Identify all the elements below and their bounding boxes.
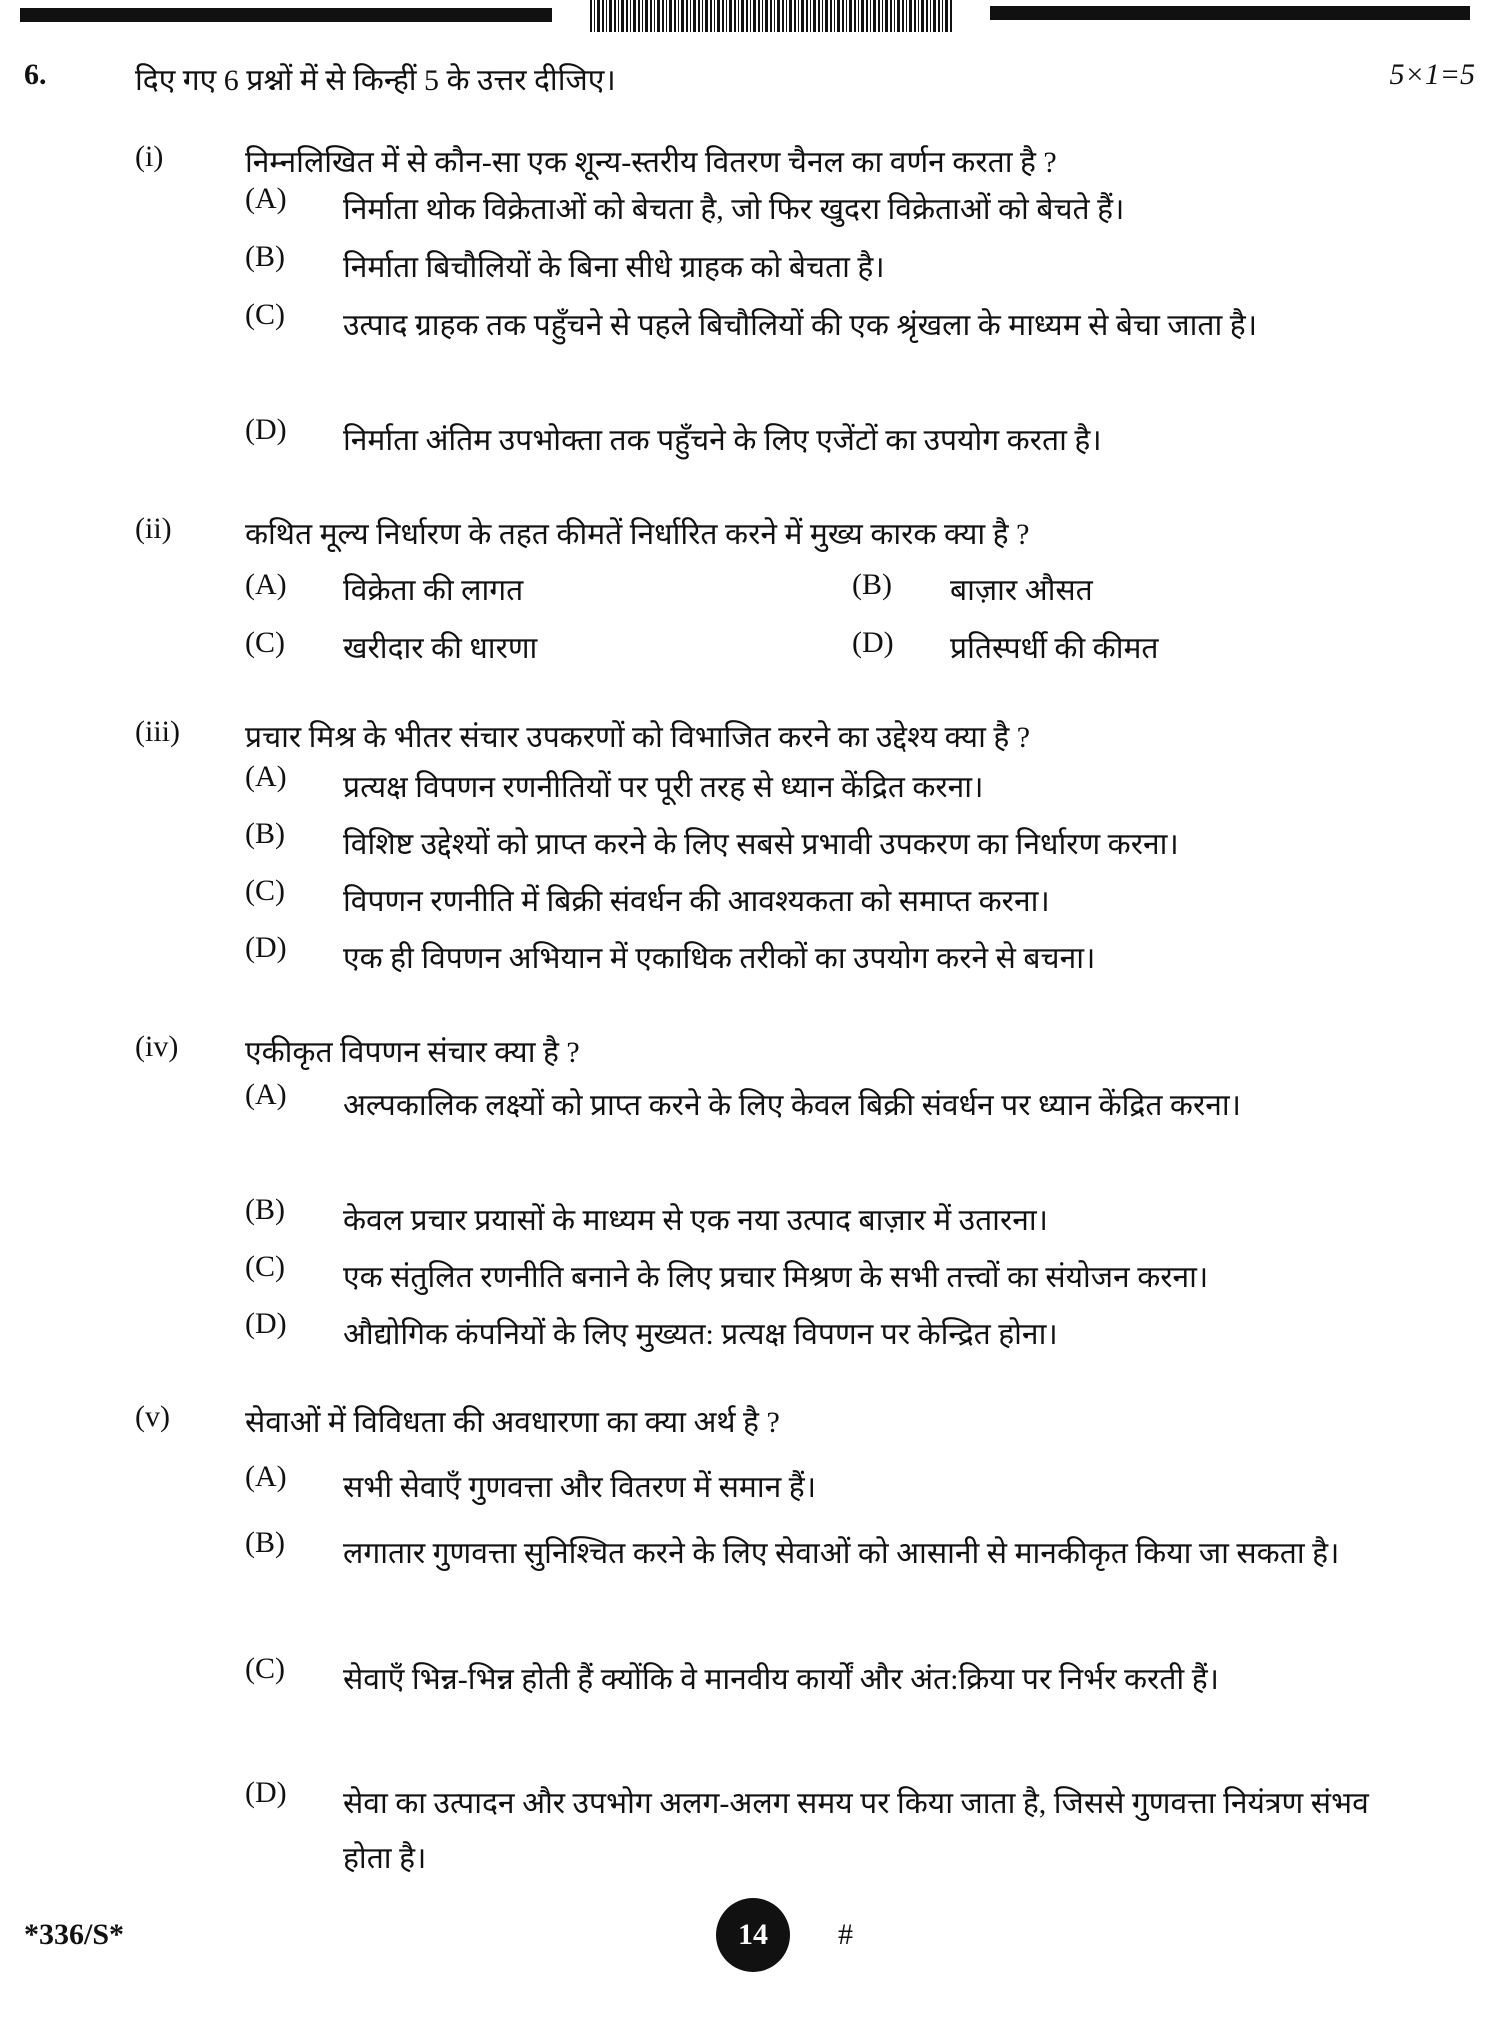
option-c [245, 1250, 1393, 1305]
option-c [245, 874, 1393, 929]
option-label: (C) [245, 626, 285, 659]
option-a [245, 760, 1393, 815]
option-label: (D) [245, 413, 287, 446]
option-d [245, 931, 1393, 986]
option-label: (B) [245, 1193, 285, 1226]
option-text: निर्माता थोक विक्रेताओं को बेचता है, जो फिर खुदरा विक्रेताओं को बेचते हैं। [343, 193, 1125, 226]
option-a [245, 1078, 1393, 1133]
option-text: एक संतुलित रणनीति बनाने के लिए प्रचार मिश्रण के सभी तत्त्वों का संयोजन करना। [343, 1261, 1209, 1294]
page-number: 14 [738, 1918, 768, 1951]
option-label: (C) [245, 298, 285, 331]
option-text: खरीदार की धारणा [343, 632, 538, 665]
option-c [245, 298, 1393, 353]
marks-allocation: 5×1=5 [1389, 58, 1475, 91]
option-text: विशिष्ट उद्देश्यों को प्राप्त करने के लिए सबसे प्रभावी उपकरण का निर्धारण करना। [343, 828, 1179, 861]
option-label: (C) [245, 874, 285, 907]
sub-question-stem: कथित मूल्य निर्धारण के तहत कीमतें निर्धारित करने में मुख्य कारक क्या है ? [245, 518, 1030, 551]
sub-question-stem: सेवाओं में विविधता की अवधारणा का क्या अर्थ है ? [245, 1406, 780, 1439]
option-text: प्रतिस्पर्धी की कीमत [950, 632, 1159, 665]
option-a [245, 568, 523, 609]
option-text: बाज़ार औसत [950, 574, 1093, 607]
sub-question-number: (v) [135, 1400, 170, 1433]
option-text: लगातार गुणवत्ता सुनिश्चित करने के लिए सेवाओं को आसानी से मानकीकृत किया जा सकता है। [343, 1537, 1340, 1570]
question-instruction: दिए गए 6 प्रश्नों में से किन्हीं 5 के उत्तर दीजिए। [135, 64, 616, 97]
option-text: एक ही विपणन अभियान में एकाधिक तरीकों का उपयोग करने से बचना। [343, 942, 1096, 975]
option-label: (B) [245, 1526, 285, 1559]
option-label: (A) [245, 568, 287, 601]
option-text: निर्माता बिचौलियों के बिना सीधे ग्राहक को बेचता है। [343, 251, 885, 284]
sub-question-number: (ii) [135, 512, 172, 545]
option-text: उत्पाद ग्राहक तक पहुँचने से पहले बिचौलियों की एक श्रृंखला के माध्यम से बेचा जाता है। [343, 309, 1258, 342]
page-number-badge [716, 1898, 790, 1972]
option-label: (B) [852, 568, 892, 601]
option-d [245, 1307, 1393, 1362]
sub-question-stem: एकीकृत विपणन संचार क्या है ? [245, 1036, 580, 1069]
header-bar-left [20, 8, 552, 22]
option-b [245, 817, 1393, 872]
paper-code: *336/S* [24, 1918, 125, 1951]
option-text: सेवा का उत्पादन और उपभोग अलग-अलग समय पर किया जाता है, जिससे गुणवत्ता नियंत्रण संभव होता है। [343, 1787, 1369, 1875]
header-bar-right [990, 6, 1470, 20]
option-text: केवल प्रचार प्रयासों के माध्यम से एक नया उत्पाद बाज़ार में उतारना। [343, 1204, 1048, 1237]
question-number: 6. [24, 58, 47, 91]
sub-question-stem: निम्नलिखित में से कौन-सा एक शून्य-स्तरीय वितरण चैनल का वर्णन करता है ? [245, 146, 1057, 179]
option-text: सेवाएँ भिन्न-भिन्न होती हैं क्योंकि वे मानवीय कार्यों और अंत:क्रिया पर निर्भर करती हैं। [343, 1663, 1219, 1696]
option-d [245, 413, 1393, 468]
option-b [245, 1526, 1393, 1581]
sub-question-number: (i) [135, 140, 164, 173]
option-text: अल्पकालिक लक्ष्यों को प्राप्त करने के लिए केवल बिक्री संवर्धन पर ध्यान केंद्रित करना। [343, 1089, 1242, 1122]
option-c [245, 626, 537, 667]
option-label: (A) [245, 1460, 287, 1493]
option-a [245, 1460, 1393, 1515]
sub-question-stem: प्रचार मिश्र के भीतर संचार उपकरणों को विभाजित करने का उद्देश्य क्या है ? [245, 721, 1031, 754]
hash-symbol: # [838, 1918, 853, 1951]
option-text: सभी सेवाएँ गुणवत्ता और वितरण में समान हैं। [343, 1471, 817, 1504]
option-text: विक्रेता की लागत [343, 574, 524, 607]
sub-question-number: (iv) [135, 1030, 179, 1063]
option-text: विपणन रणनीति में बिक्री संवर्धन की आवश्यकता को समाप्त करना। [343, 885, 1050, 918]
option-c [245, 1652, 1393, 1707]
option-label: (C) [245, 1250, 285, 1283]
option-label: (D) [245, 931, 287, 964]
option-label: (D) [245, 1307, 287, 1340]
option-label: (A) [245, 1078, 287, 1111]
option-text: प्रत्यक्ष विपणन रणनीतियों पर पूरी तरह से ध्यान केंद्रित करना। [343, 771, 984, 804]
option-text: निर्माता अंतिम उपभोक्ता तक पहुँचने के लिए एजेंटों का उपयोग करता है। [343, 424, 1102, 457]
option-d [245, 1776, 1393, 1886]
option-b [245, 1193, 1393, 1248]
barcode [590, 0, 952, 32]
option-label: (A) [245, 182, 287, 215]
option-label: (A) [245, 760, 287, 793]
option-label: (B) [245, 817, 285, 850]
option-label: (D) [245, 1776, 287, 1809]
option-label: (C) [245, 1652, 285, 1685]
sub-question-number: (iii) [135, 715, 180, 748]
option-a [245, 182, 1393, 237]
option-d [852, 626, 1159, 667]
option-b [245, 240, 1393, 295]
option-label: (B) [245, 240, 285, 273]
option-b [852, 568, 1093, 609]
option-label: (D) [852, 626, 894, 659]
option-text: औद्योगिक कंपनियों के लिए मुख्यत: प्रत्यक्ष विपणन पर केन्द्रित होना। [343, 1318, 1058, 1351]
